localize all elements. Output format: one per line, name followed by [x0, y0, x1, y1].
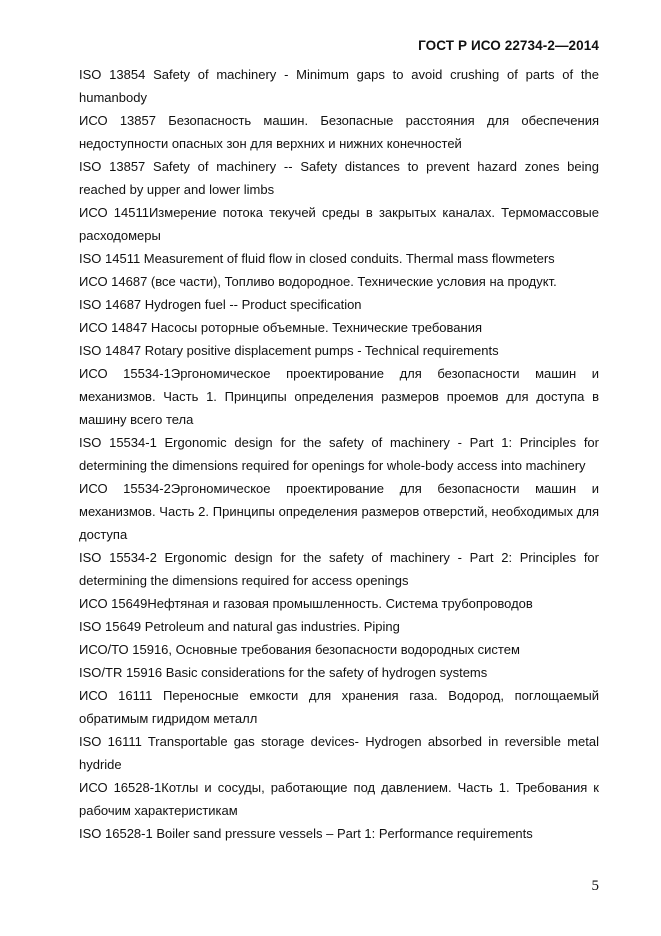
reference-entry: ИСО 14511Измерение потока текучей среды в закрытых каналах. Термомассовые расходомеры [79, 205, 599, 243]
reference-entry: ISO 15534-2 Ergonomic design for the safety of machinery - Part 2: Principles for determining the dimensions required for access openings [79, 550, 599, 588]
reference-entry: ISO 15534-1 Ergonomic design for the safety of machinery - Part 1: Principles for determining the dimensions required for openings for whole-body access into machinery [79, 435, 599, 473]
reference-entry: ISO/TR 15916 Basic considerations for the safety of hydrogen systems [79, 665, 488, 680]
reference-entry: ISO 16528-1 Boiler sand pressure vessels – Part 1: Performance requirements [79, 826, 533, 841]
reference-entry: ИСО 14847 Насосы роторные объемные. Технические требования [79, 320, 483, 335]
reference-entry: ISO 14687 Hydrogen fuel -- Product specification [79, 297, 362, 312]
reference-entry: ИСО/ТО 15916, Основные требования безопасности водородных систем [79, 642, 520, 657]
reference-entry: ИСО 16528-1Котлы и сосуды, работающие под давлением. Часть 1. Требования к рабочим характеристикам [79, 780, 599, 818]
reference-entry: ISO 15649 Petroleum and natural gas industries. Piping [79, 619, 400, 634]
reference-entry: ISO 13857 Safety of machinery -- Safety distances to prevent hazard zones being reached by upper and lower limbs [79, 159, 599, 197]
reference-entry: ISO 16111 Transportable gas storage devices- Hydrogen absorbed in reversible metal hydride [79, 734, 599, 772]
reference-list [79, 63, 599, 845]
page-number: 5 [591, 878, 599, 894]
reference-entry: ИСО 15534-1Эргономическое проектирование для безопасности машин и механизмов. Часть 1. Принципы определения размеров проемов для доступа в машину всего тела [79, 366, 599, 427]
reference-entry: ISO 14511 Measurement of fluid flow in closed conduits. Thermal mass flowmeters [79, 251, 555, 266]
reference-entry: ИСО 15534-2Эргономическое проектирование для безопасности машин и механизмов. Часть 2. Принципы определения размеров отверстий, необходимых для доступа [79, 481, 599, 542]
reference-entry: ISO 14847 Rotary positive displacement pumps - Technical requirements [79, 343, 499, 358]
reference-entry: ИСО 16111 Переносные емкости для хранения газа. Водород, поглощаемый обратимым гидридом металл [79, 688, 599, 726]
reference-entry: ИСО 14687 (все части), Топливо водородное. Технические условия на продукт. [79, 274, 557, 289]
reference-entry: ISO 13854 Safety of machinery - Minimum gaps to avoid crushing of parts of the humanbody [79, 67, 599, 105]
reference-entry: ИСО 15649Нефтяная и газовая промышленность. Система трубопроводов [79, 596, 533, 611]
reference-entry: ИСО 13857 Безопасность машин. Безопасные расстояния для обеспечения недоступности опасных зон для верхних и нижних конечностей [79, 113, 599, 151]
document-header: ГОСТ Р ИСО 22734-2—2014 [418, 38, 599, 53]
